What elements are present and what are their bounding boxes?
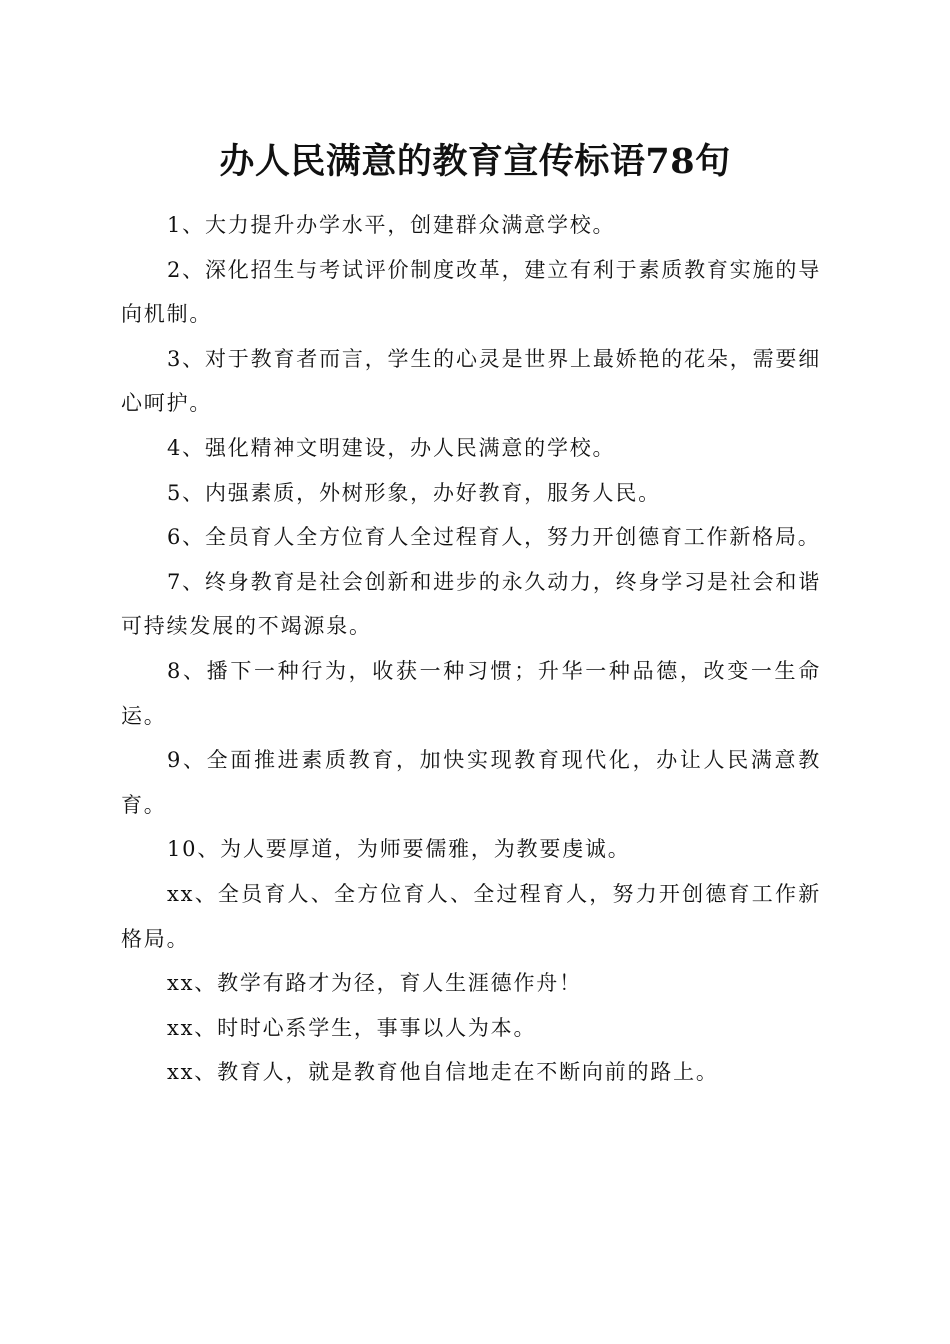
slogan-item: 8、播下一种行为，收获一种习惯；升华一种品德，改变一生命运。 xyxy=(121,658,821,728)
slogan-list xyxy=(121,203,821,1095)
slogan-item: xx、时时心系学生，事事以人为本。 xyxy=(167,1015,537,1040)
slogan-item: 1、大力提升办学水平，创建群众满意学校。 xyxy=(167,213,616,237)
slogan-item: 6、全员育人全方位育人全过程育人，努力开创德育工作新格局。 xyxy=(167,525,821,550)
slogan-item: 2、深化招生与考试评价制度改革，建立有利于素质教育实施的导向机制。 xyxy=(121,257,821,327)
slogan-item: xx、全员育人、全方位育人、全过程育人，努力开创德育工作新格局。 xyxy=(121,881,821,951)
slogan-item: 10、为人要厚道，为师要儒雅，为教要虔诚。 xyxy=(167,837,631,862)
slogan-item: 9、全面推进素质教育，加快实现教育现代化，办让人民满意教育。 xyxy=(121,748,821,817)
slogan-item: 5、内强素质，外树形象，办好教育，服务人民。 xyxy=(167,480,661,505)
slogan-item: xx、教育人，就是教育他自信地走在不断向前的路上。 xyxy=(167,1060,719,1085)
document-title: 办人民满意的教育宣传标语78句 xyxy=(219,141,731,182)
slogan-item: xx、教学有路才为径，育人生涯德作舟！ xyxy=(167,971,582,996)
slogan-item: 4、强化精神文明建设，办人民满意的学校。 xyxy=(167,435,616,460)
slogan-item: 7、终身教育是社会创新和进步的永久动力，终身学习是社会和谐可持续发展的不竭源泉。 xyxy=(121,569,821,639)
slogan-item: 3、对于教育者而言，学生的心灵是世界上最娇艳的花朵，需要细心呵护。 xyxy=(121,346,821,416)
